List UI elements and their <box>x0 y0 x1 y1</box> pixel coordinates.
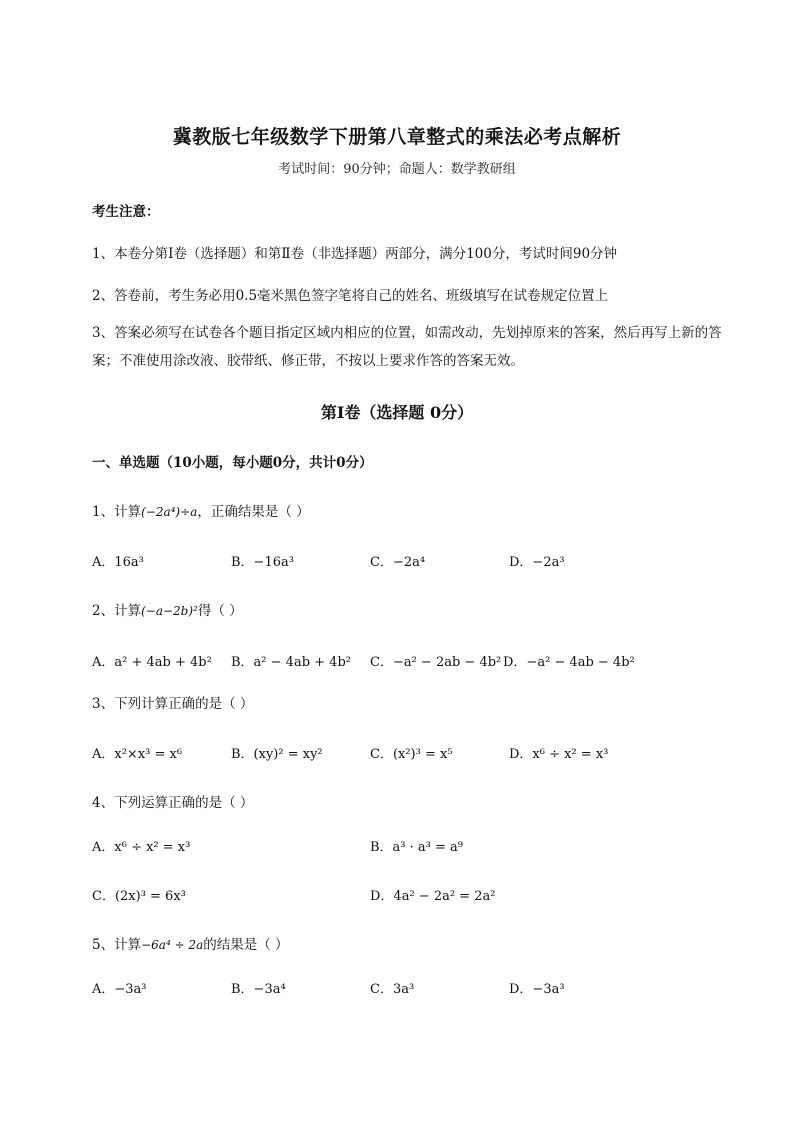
question-5-option-a: A．−3a³ <box>92 982 147 997</box>
question-4-stem <box>92 791 253 811</box>
question-1-option-d: D．−2a³ <box>509 555 565 570</box>
question-1-suffix: ，正确结果是（ ） <box>197 504 310 520</box>
section-title: 第I卷（选择题 0分） <box>320 403 474 422</box>
question-4-option-d: D．4a² − 2a² = 2a² <box>370 889 496 904</box>
question-3-option-b: B．(xy)² = xy² <box>231 747 323 762</box>
page-title: 冀教版七年级数学下册第八章整式的乘法必考点解析 <box>172 126 622 148</box>
question-1-option-a: A．16a³ <box>92 555 144 570</box>
question-2-suffix: 得（ ） <box>197 603 243 619</box>
question-5-stem <box>92 933 289 953</box>
note-item-2: 2、答卷前，考生务必用0.5毫米黑色签字笔将自己的姓名、班级填写在试卷规定位置上 <box>92 288 609 304</box>
question-1-option-c: C．−2a⁴ <box>370 555 426 570</box>
question-3-option-d: D．x⁶ ÷ x² = x³ <box>509 747 609 762</box>
question-4-option-c: C．(2x)³ = 6x³ <box>92 889 186 904</box>
question-3-option-a: A．x²×x³ = x⁶ <box>92 747 183 762</box>
note-item-3: 3、答案必须写在试卷各个题目指定区域内相应的位置，如需改动，先划掉原来的答案，然后再写上新的答案；不准使用涂改液、胶带纸、修正带，不按以上要求作答的答案无效。 <box>92 325 722 369</box>
question-1-prefix: 1、计算 <box>92 504 142 520</box>
question-4-prefix: 4、下列运算正确的是（ ） <box>92 795 254 811</box>
note-item-1: 1、本卷分第I卷（选择题）和第Ⅱ卷（非选择题）两部分，满分100分，考试时间90分钟 <box>92 246 618 262</box>
question-3-prefix: 3、下列计算正确的是（ ） <box>92 696 254 712</box>
question-2-option-c: C．−a² − 2ab − 4b² <box>370 655 502 670</box>
question-2-stem <box>92 599 243 619</box>
question-5-prefix: 5、计算 <box>92 937 142 953</box>
question-4-option-b: B．a³ · a³ = a⁹ <box>370 840 463 855</box>
part-heading: 一、单选题（10小题，每小题0分，共计0分） <box>92 455 373 471</box>
question-1-math: (−2a⁴)÷a <box>141 505 198 519</box>
question-5-option-d: D．−3a³ <box>509 982 565 997</box>
question-2-option-a: A．a² + 4ab + 4b² <box>92 655 212 670</box>
question-5-math: −6a⁴ ÷ 2a <box>141 938 204 952</box>
exam-info: 考试时间：90分钟；命题人：数学教研组 <box>278 162 516 177</box>
question-2-option-d: D．−a² − 4ab − 4b² <box>503 655 635 670</box>
question-2-prefix: 2、计算 <box>92 603 142 619</box>
question-3-stem <box>92 692 253 712</box>
question-4-option-a: A．x⁶ ÷ x² = x³ <box>92 840 191 855</box>
question-1-stem <box>92 500 310 520</box>
question-5-option-b: B．−3a⁴ <box>231 982 286 997</box>
question-3-option-c: C．(x²)³ = x⁵ <box>370 747 453 762</box>
question-5-suffix: 的结果是（ ） <box>203 937 289 953</box>
question-2-option-b: B．a² − 4ab + 4b² <box>231 655 351 670</box>
question-1-option-b: B．−16a³ <box>231 555 294 570</box>
question-5-option-c: C．3a³ <box>370 982 415 997</box>
notes-heading: 考生注意： <box>92 204 160 220</box>
question-2-math: (−a−2b)² <box>141 604 198 618</box>
